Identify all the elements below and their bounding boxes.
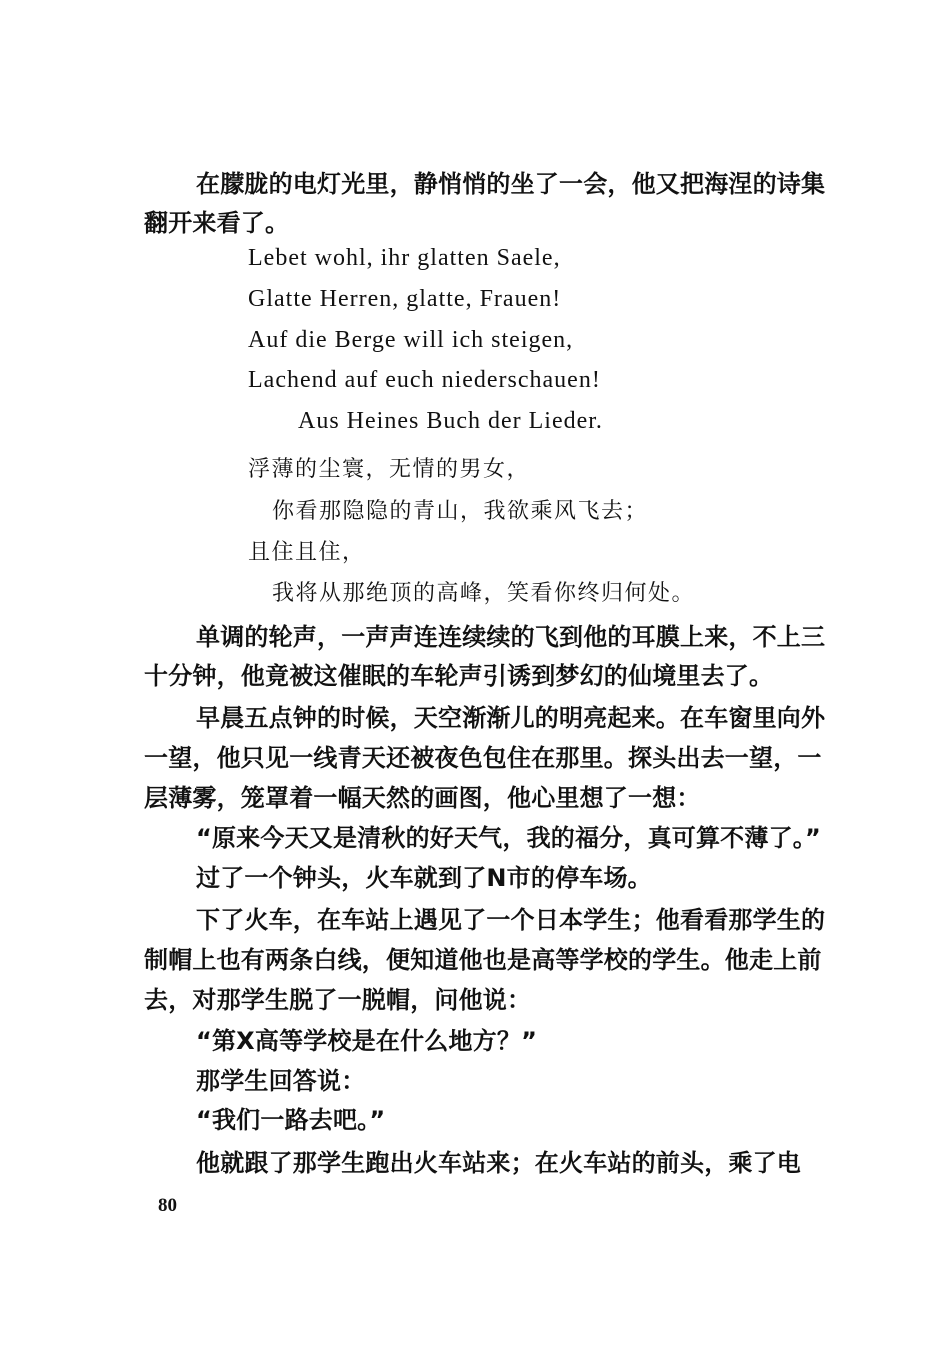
poem-german-line-1: Lebet wohl, ihr glatten Saele, xyxy=(248,245,561,271)
poem-chinese-line-1: 浮薄的尘寰，无情的男女， xyxy=(248,457,531,482)
paragraph-3-line-1: 早晨五点钟的时候，天空渐渐儿的明亮起来。在车窗里向外 xyxy=(196,704,826,732)
paragraph-5-line-1: 下了火车，在车站上遇见了一个日本学生；他看看那学生的 xyxy=(196,906,826,934)
paragraph-6: 那学生回答说： xyxy=(196,1067,366,1095)
paragraph-4: 过了一个钟头，火车就到了N市的停车场。 xyxy=(196,864,652,892)
poem-chinese-line-4: 我将从那绝顶的高峰，笑看你终归何处。 xyxy=(272,581,696,606)
paragraph-2-line-1: 单调的轮声，一声声连连续续的飞到他的耳膜上来，不上三 xyxy=(196,623,826,651)
quote-2: “第X高等学校是在什么地方？” xyxy=(196,1027,538,1055)
paragraph-1-line-2: 翻开来看了。 xyxy=(144,209,290,237)
paragraph-1-line-1: 在朦胧的电灯光里，静悄悄的坐了一会，他又把海涅的诗集 xyxy=(196,170,826,198)
poem-german-line-4: Lachend auf euch niederschauen! xyxy=(248,367,601,393)
paragraph-3-line-2: 一望，他只见一线青天还被夜色包住在那里。探头出去一望，一 xyxy=(144,744,822,772)
quote-1: “原来今天又是清秋的好天气，我的福分，真可算不薄了。” xyxy=(196,824,821,852)
poem-chinese-line-3: 且住且住， xyxy=(248,540,366,565)
paragraph-2-line-2: 十分钟，他竟被这催眠的车轮声引诱到梦幻的仙境里去了。 xyxy=(144,662,774,690)
paragraph-3-line-3: 层薄雾，笼罩着一幅天然的画图，他心里想了一想： xyxy=(144,784,701,812)
poem-chinese-line-2: 你看那隐隐的青山，我欲乘风飞去； xyxy=(272,499,649,524)
quote-3: “我们一路去吧。” xyxy=(196,1106,386,1134)
paragraph-7: 他就跟了那学生跑出火车站来；在火车站的前头，乘了电 xyxy=(196,1149,801,1177)
page-number: 80 xyxy=(158,1195,177,1216)
paragraph-5-line-2: 制帽上也有两条白线，便知道他也是高等学校的学生。他走上前 xyxy=(144,946,822,974)
paragraph-5-line-3: 去，对那学生脱了一脱帽，问他说： xyxy=(144,986,532,1014)
poem-source: Aus Heines Buch der Lieder. xyxy=(298,408,603,434)
poem-german-line-3: Auf die Berge will ich steigen, xyxy=(248,327,574,353)
poem-german-line-2: Glatte Herren, glatte, Frauen! xyxy=(248,286,562,312)
